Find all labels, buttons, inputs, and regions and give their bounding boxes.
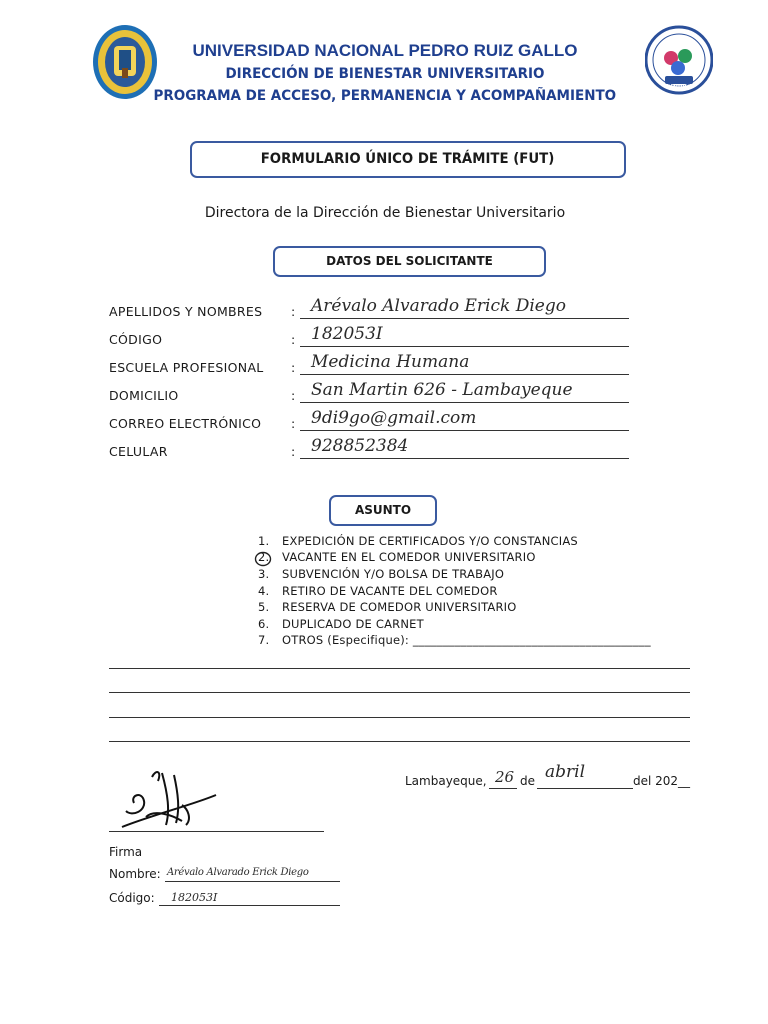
form-title	[190, 141, 626, 178]
field-label: ESCUELA PROFESIONAL	[109, 360, 264, 375]
subject-item-number: 4.	[258, 584, 270, 598]
field-label: DOMICILIO	[109, 388, 179, 403]
code-value[interactable]: 182053I	[171, 891, 218, 904]
signature-line[interactable]	[109, 831, 324, 832]
subject-section-title-text: ASUNTO	[354, 503, 412, 517]
code-field[interactable]	[109, 891, 341, 905]
field-value-email[interactable]: 9di9go@gmail.com	[311, 408, 477, 428]
field-row-school[interactable]: ESCUELA PROFESIONAL : Medicina Humana	[109, 358, 629, 378]
direction-name: DIRECCIÓN DE BIENESTAR UNIVERSITARIO	[225, 66, 545, 82]
field-value-phone[interactable]: 928852384	[311, 436, 409, 456]
field-row-names[interactable]: APELLIDOS Y NOMBRES : Arévalo Alvarado Erick Diego	[109, 302, 629, 322]
field-label: CORREO ELECTRÓNICO	[109, 416, 262, 431]
applicant-section-title-text: DATOS DEL SOLICITANTE	[326, 254, 493, 268]
subject-item[interactable]	[258, 617, 424, 631]
field-value-names[interactable]: Arévalo Alvarado Erick Diego	[311, 296, 566, 316]
field-row-code[interactable]: CÓDIGO : 182053I	[109, 330, 629, 350]
form-title-text: FORMULARIO ÚNICO DE TRÁMITE (FUT)	[261, 151, 555, 167]
subject-item-number: 2.	[258, 550, 270, 564]
field-label: CELULAR	[109, 444, 168, 459]
subject-item-text: EXPEDICIÓN DE CERTIFICADOS Y/O CONSTANCIAS	[282, 534, 578, 548]
other-detail-line[interactable]	[109, 692, 690, 693]
bienestar-logo-label: UNPRG	[668, 84, 692, 91]
other-detail-line[interactable]	[109, 741, 690, 742]
other-detail-line[interactable]	[109, 668, 690, 669]
signature-label: Firma	[109, 845, 143, 859]
field-value-school[interactable]: Medicina Humana	[311, 352, 470, 372]
field-row-phone[interactable]: CELULAR : 928852384	[109, 442, 629, 462]
subject-item-selected[interactable]	[258, 550, 536, 564]
subject-item-number: 6.	[258, 617, 270, 631]
subject-item-text: OTROS (Especifique): ________________________________________	[282, 633, 651, 647]
field-value-code[interactable]: 182053I	[311, 324, 383, 344]
university-logo	[92, 24, 158, 100]
name-value[interactable]: Arévalo Alvarado Erick Diego	[167, 867, 309, 878]
subject-item[interactable]	[258, 584, 498, 598]
date-year: del 202__	[633, 774, 691, 788]
field-label: CÓDIGO	[109, 332, 163, 347]
subject-item[interactable]	[258, 567, 504, 581]
other-detail-line[interactable]	[109, 717, 690, 718]
subject-section-title	[329, 495, 437, 526]
subject-item-text: RESERVA DE COMEDOR UNIVERSITARIO	[282, 600, 517, 614]
program-name: PROGRAMA DE ACCESO, PERMANENCIA Y ACOMPAÑAMIENTO	[153, 88, 617, 104]
name-field[interactable]	[109, 867, 341, 881]
subject-item-text: RETIRO DE VACANTE DEL COMEDOR	[282, 584, 498, 598]
subject-item[interactable]	[258, 534, 578, 548]
selection-circle-icon	[253, 550, 273, 568]
subject-item-number: 1.	[258, 534, 270, 548]
date-day[interactable]: 26	[495, 768, 515, 786]
subject-item-text: VACANTE EN EL COMEDOR UNIVERSITARIO	[282, 550, 536, 564]
subject-item-other[interactable]	[258, 633, 651, 647]
subject-item-number: 5.	[258, 600, 270, 614]
code-label: Código:	[109, 891, 155, 905]
addressee: Directora de la Dirección de Bienestar Universitario	[204, 205, 566, 221]
name-label: Nombre:	[109, 867, 161, 881]
subject-item-text: DUPLICADO DE CARNET	[282, 617, 424, 631]
subject-item-number: 3.	[258, 567, 270, 581]
date-connector: de	[520, 774, 535, 788]
subject-item-text: SUBVENCIÓN Y/O BOLSA DE TRABAJO	[282, 567, 505, 581]
subject-item[interactable]	[258, 600, 517, 614]
date-place: Lambayeque,	[405, 774, 487, 788]
field-row-email[interactable]: CORREO ELECTRÓNICO : 9di9go@gmail.com	[109, 414, 629, 434]
university-name: UNIVERSIDAD NACIONAL PEDRO RUIZ GALLO	[192, 41, 578, 60]
applicant-section-title	[273, 246, 546, 277]
subject-item-number: 7.	[258, 633, 270, 647]
date-month[interactable]: abril	[545, 762, 586, 782]
field-label: APELLIDOS Y NOMBRES	[109, 304, 263, 319]
signature-scribble	[112, 765, 222, 835]
field-value-address[interactable]: San Martin 626 - Lambayeque	[311, 380, 573, 400]
field-row-address[interactable]: DOMICILIO : San Martin 626 - Lambayeque	[109, 386, 629, 406]
date-line	[405, 760, 695, 792]
